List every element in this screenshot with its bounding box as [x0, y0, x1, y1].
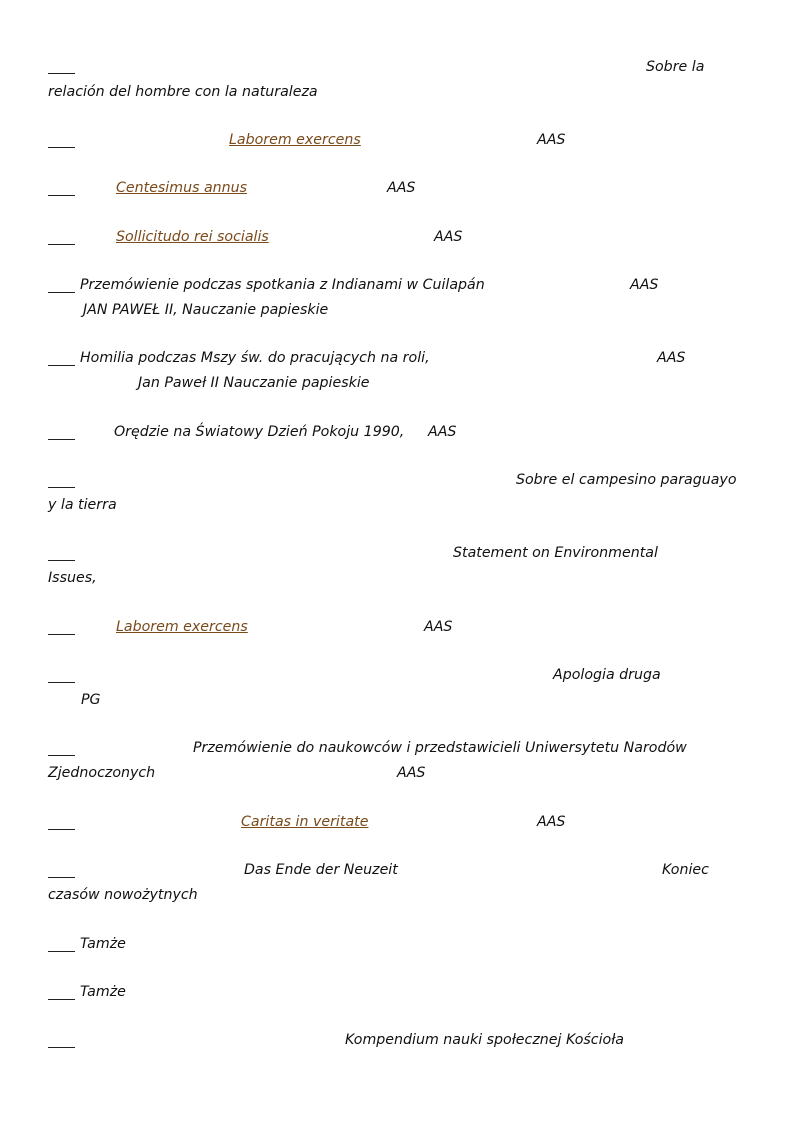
footnote-marker [48, 487, 75, 488]
footnote-text: AAS [657, 350, 686, 366]
footnote-text: AAS [434, 229, 463, 245]
document-link[interactable]: Laborem exercens [229, 132, 361, 148]
document-link[interactable]: Centesimus annus [116, 180, 248, 196]
footnote-text: y la tierra [48, 497, 117, 513]
footnote-marker [48, 951, 75, 952]
footnote-marker [48, 73, 75, 74]
footnote-marker [48, 755, 75, 756]
footnote-text: Homilia podczas Mszy św. do pracujących na roli, [80, 350, 430, 366]
footnote-text: relación del hombre con la naturaleza [48, 84, 318, 100]
footnote-text: Przemówienie do naukowców i przedstawicieli Uniwersytetu Narodów [193, 740, 687, 756]
document-link[interactable]: Caritas in veritate [241, 814, 369, 830]
footnote-text: Das Ende der Neuzeit [244, 862, 398, 878]
footnote-text: AAS [537, 132, 566, 148]
footnote-text: Statement on Environmental [453, 545, 658, 561]
footnote-marker [48, 560, 75, 561]
footnote-text: Sobre la [646, 59, 705, 75]
document-link[interactable]: Laborem exercens [116, 619, 248, 635]
footnote-marker [48, 292, 75, 293]
footnote-marker [48, 634, 75, 635]
footnote-text: AAS [537, 814, 566, 830]
document-link[interactable]: Sollicitudo rei socialis [116, 229, 269, 245]
footnote-text: Jan Paweł II Nauczanie papieskie [138, 375, 370, 391]
footnote-marker [48, 682, 75, 683]
footnote-marker [48, 147, 75, 148]
footnote-text: AAS [428, 424, 457, 440]
footnote-marker [48, 829, 75, 830]
footnote-text: AAS [387, 180, 416, 196]
footnote-marker [48, 999, 75, 1000]
footnote-marker [48, 195, 75, 196]
footnote-text: JAN PAWEŁ II, Nauczanie papieskie [83, 302, 329, 318]
footnote-text: AAS [424, 619, 453, 635]
footnote-text: Tamże [80, 936, 126, 952]
footnote-text: Sobre el campesino paraguayo [516, 472, 737, 488]
footnote-marker [48, 877, 75, 878]
footnote-text: czasów nowożytnych [48, 887, 198, 903]
footnote-text: Issues, [48, 570, 97, 586]
footnote-text: Tamże [80, 984, 126, 1000]
footnote-marker [48, 1047, 75, 1048]
footnote-marker [48, 439, 75, 440]
footnote-text: AAS [397, 765, 426, 781]
footnote-text: Apologia druga [553, 667, 661, 683]
footnote-marker [48, 244, 75, 245]
footnote-text: Orędzie na Światowy Dzień Pokoju 1990, [114, 424, 405, 440]
footnote-text: PG [81, 692, 101, 708]
footnote-text: Przemówienie podczas spotkania z Indianami w Cuilapán [80, 277, 485, 293]
footnote-text: Kompendium nauki społecznej Kościoła [345, 1032, 624, 1048]
footnote-marker [48, 365, 75, 366]
footnote-text: Zjednoczonych [48, 765, 156, 781]
footnote-text: AAS [630, 277, 659, 293]
footnote-text: Koniec [662, 862, 709, 878]
